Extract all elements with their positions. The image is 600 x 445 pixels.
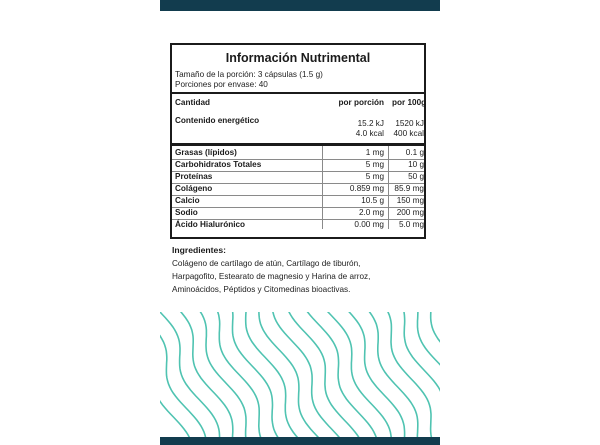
nutrient-name: Grasas (lípidos) (175, 148, 237, 157)
servings-per-container: Porciones por envase: 40 (175, 80, 268, 89)
energy-100g-kcal: 400 kcal (393, 129, 424, 138)
nutrient-name: Ácido Hialurónico (175, 220, 246, 229)
nutrient-per-100g: 0.1 g (405, 148, 424, 157)
row-divider (172, 195, 424, 196)
wave-line (431, 312, 440, 437)
nutrient-per-100g: 85.9 mg (394, 184, 424, 193)
nutrient-per-serving: 2.0 mg (358, 208, 384, 217)
ingredients-line: Harpagofito, Estearato de magnesio y Harina de arroz, (172, 272, 371, 281)
nutrient-per-100g: 10 g (408, 160, 424, 169)
ingredients-title: Ingredientes: (172, 245, 226, 255)
nutrient-per-serving: 5 mg (365, 160, 384, 169)
wave-line (385, 312, 433, 437)
nutrient-name: Carbohidratos Totales (175, 160, 262, 169)
energy-100g-kj: 1520 kJ (395, 119, 424, 128)
top-color-band (160, 0, 440, 11)
serving-size: Tamaño de la porción: 3 cápsulas (1.5 g) (175, 70, 323, 79)
header-per-serving: por porción (338, 98, 384, 107)
nutrient-name: Sodio (175, 208, 198, 217)
nutrient-name: Proteínas (175, 172, 213, 181)
divider-heavy (172, 143, 424, 146)
nutrient-per-serving: 0.859 mg (349, 184, 384, 193)
wave-line (323, 312, 392, 437)
header-quantity: Cantidad (175, 98, 211, 107)
divider-thick (172, 92, 424, 94)
energy-serving-kj: 15.2 kJ (357, 119, 384, 128)
ingredients-line: Aminoácidos, Péptidos y Citomedinas bioactivas. (172, 285, 351, 294)
nutrient-per-serving: 10.5 g (361, 196, 384, 205)
nutrient-per-serving: 1 mg (365, 148, 384, 157)
nutrient-name: Colágeno (175, 184, 213, 193)
product-panel (160, 0, 440, 445)
ingredients-line: Colágeno de cartílago de atún, Cartílago de tiburón, (172, 259, 361, 268)
nutrient-per-100g: 150 mg (396, 196, 424, 205)
nutrition-title: Información Nutrimental (225, 51, 371, 65)
wave-line (246, 312, 301, 437)
nutrient-name: Calcio (175, 196, 200, 205)
wave-line (160, 312, 220, 437)
nutrient-per-100g: 50 g (408, 172, 424, 181)
wave-line (215, 312, 262, 437)
wave-line (176, 312, 233, 437)
nutrient-per-serving: 0.00 mg (354, 220, 384, 229)
row-divider (172, 207, 424, 208)
decorative-wave-pattern (160, 312, 440, 437)
header-per-100g: por 100g (392, 98, 427, 107)
wave-line (304, 312, 378, 437)
nutrient-per-100g: 200 mg (396, 208, 424, 217)
bottom-color-band (160, 437, 440, 445)
nutrition-facts-table (170, 43, 426, 239)
nutrient-per-100g: 5.0 mg (398, 220, 424, 229)
wave-line (272, 312, 342, 437)
energy-label: Contenido energético (175, 116, 260, 125)
nutrient-per-serving: 5 mg (365, 172, 384, 181)
energy-serving-kcal: 4.0 kcal (355, 129, 384, 138)
